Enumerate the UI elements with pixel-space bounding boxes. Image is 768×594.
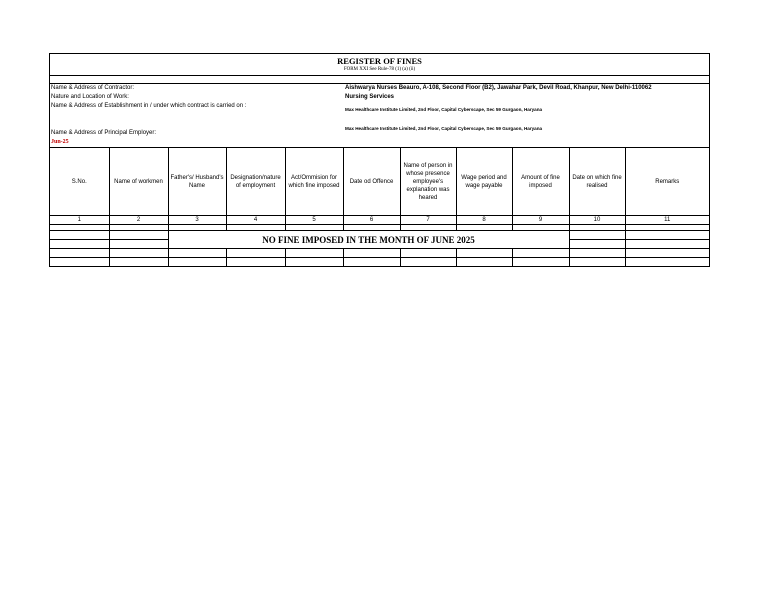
col-number: 4 [226, 216, 285, 225]
col-remarks: Remarks [625, 148, 709, 216]
register-sheet [49, 53, 710, 267]
col-number: 3 [168, 216, 226, 225]
principal-value: Max Healthcare Institute Limited, 2nd Floor, Capital Cyberscape, Sec 59 Gurgaon, Haryana [345, 126, 543, 131]
table-row [50, 258, 709, 267]
principal-label: Name & Address of Principal Employer: [51, 130, 157, 136]
col-number: 8 [456, 216, 512, 225]
col-sno: S.No. [50, 148, 109, 216]
no-fine-message: NO FINE IMPOSED IN THE MONTH OF JUNE 2025 [168, 231, 569, 249]
header-row [50, 148, 709, 216]
col-amount: Amount of fine imposed [512, 148, 569, 216]
col-number: 2 [109, 216, 168, 225]
col-number: 7 [400, 216, 456, 225]
table-row [50, 231, 709, 240]
register-subtitle: FORM XXI See Rule-78 (1) (a) (ii) [343, 67, 416, 72]
info-block [50, 84, 709, 138]
col-wage: Wage period and wage payable [456, 148, 512, 216]
column-number-row [50, 216, 709, 225]
col-workmen: Name of workmen [109, 148, 168, 216]
col-date-realised: Date on which fine realised [569, 148, 625, 216]
col-number: 5 [285, 216, 343, 225]
month-label: Jun-25 [51, 139, 69, 145]
col-father: Father's/ Husband's Name [168, 148, 226, 216]
register-title: REGISTER OF FINES [337, 56, 422, 66]
col-designation: Designation/nature of employment [226, 148, 285, 216]
work-label: Nature and Location of Work: [51, 94, 129, 100]
col-act: Act/Ommision for which fine imposed [285, 148, 343, 216]
col-date-offence: Date od Offence [343, 148, 400, 216]
fines-table [50, 148, 709, 266]
col-number: 9 [512, 216, 569, 225]
establishment-label: Name & Address of Establishment in / under which contract is carried on : [51, 103, 247, 109]
col-number: 11 [625, 216, 709, 225]
table-row [50, 249, 709, 258]
contractor-label: Name & Address of Contractor: [51, 85, 135, 91]
work-value: Nursing Services [345, 94, 395, 100]
contractor-value: Aishwarya Nurses Beauro, A-108, Second Floor (B2), Jawahar Park, Devil Road, Khanpur, New Delhi-110062 [345, 85, 652, 91]
col-number: 10 [569, 216, 625, 225]
col-number: 1 [50, 216, 109, 225]
col-number: 6 [343, 216, 400, 225]
col-witness: Name of person in whose presence employee's explanation was heared [400, 148, 456, 216]
establishment-value: Max Healthcare Institute Limited, 2nd Floor, Capital Cyberscape, Sec 59 Gurgaon, Haryana [345, 107, 543, 112]
